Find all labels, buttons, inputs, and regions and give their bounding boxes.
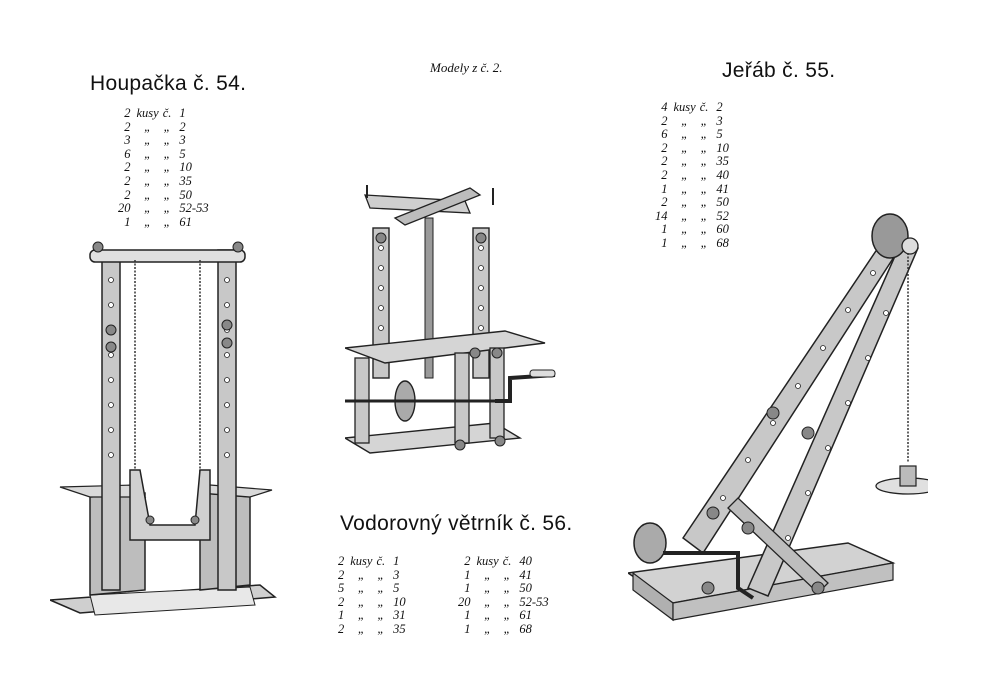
parts-unit: „ xyxy=(484,567,492,582)
parts-qty: 2 xyxy=(124,106,131,120)
parts-no: 61 xyxy=(519,608,532,623)
parts-row xyxy=(338,582,410,596)
parts-row xyxy=(338,623,410,637)
parts-unit: „ xyxy=(681,181,689,196)
parts-mark: „ xyxy=(163,160,171,175)
parts-row xyxy=(118,134,213,148)
parts-qty: 20 xyxy=(118,201,131,216)
parts-row xyxy=(118,189,213,203)
parts-mark: „ xyxy=(503,594,511,609)
swing-model-illustration xyxy=(50,235,285,620)
parts-qty: 2 xyxy=(661,195,668,210)
parts-no: 60 xyxy=(716,222,729,237)
parts-unit: „ xyxy=(144,214,152,229)
parts-mark: „ xyxy=(377,594,385,609)
parts-qty: 1 xyxy=(464,621,471,636)
parts-mark: „ xyxy=(503,581,511,596)
parts-qty: 6 xyxy=(124,146,131,161)
parts-mark: „ xyxy=(163,201,171,216)
parts-no: 1 xyxy=(179,106,186,120)
parts-no: 1 xyxy=(393,554,400,568)
parts-mark: „ xyxy=(377,608,385,623)
page-header: Modely z č. 2. xyxy=(430,60,503,75)
parts-row xyxy=(458,569,553,583)
parts-unit: kusy xyxy=(136,106,159,120)
parts-mark: „ xyxy=(163,187,171,202)
parts-row xyxy=(118,216,213,230)
parts-mark: „ xyxy=(700,235,708,250)
parts-mark: „ xyxy=(503,567,511,582)
parts-no: 10 xyxy=(393,594,406,609)
parts-no: 35 xyxy=(716,154,729,169)
parts-no: 50 xyxy=(519,581,532,596)
parts-row xyxy=(118,202,213,216)
parts-unit: „ xyxy=(681,127,689,142)
parts-qty: 20 xyxy=(458,594,471,609)
parts-unit: „ xyxy=(681,195,689,210)
parts-row xyxy=(338,569,410,583)
parts-qty: 1 xyxy=(464,581,471,596)
parts-unit: kusy xyxy=(673,100,696,114)
parts-qty: 2 xyxy=(338,621,345,636)
windmill-model-illustration xyxy=(345,183,560,468)
parts-row xyxy=(655,155,733,169)
parts-mark: „ xyxy=(503,608,511,623)
title-jerab: Jeřáb č. 55. xyxy=(722,59,836,82)
parts-mark: č. xyxy=(162,106,172,120)
parts-qty: 2 xyxy=(124,119,131,134)
parts-mark: „ xyxy=(377,621,385,636)
parts-no: 50 xyxy=(179,187,192,202)
parts-unit: „ xyxy=(357,621,365,636)
parts-no: 41 xyxy=(716,181,729,196)
parts-no: 35 xyxy=(393,621,406,636)
parts-mark: „ xyxy=(163,214,171,229)
parts-row xyxy=(118,107,213,121)
title-vetrnik: Vodorovný větrník č. 56. xyxy=(340,512,573,535)
parts-no: 52-53 xyxy=(179,201,209,216)
parts-no: 52 xyxy=(716,208,729,223)
parts-qty: 2 xyxy=(661,167,668,182)
parts-no: 31 xyxy=(393,608,406,623)
parts-mark: „ xyxy=(700,113,708,128)
parts-unit: „ xyxy=(681,140,689,155)
parts-no: 5 xyxy=(393,581,400,596)
crane-model-illustration xyxy=(628,208,928,628)
parts-row xyxy=(338,609,410,623)
parts-mark: „ xyxy=(163,119,171,134)
parts-no: 3 xyxy=(179,133,186,148)
title-houpacka: Houpačka č. 54. xyxy=(90,72,247,95)
parts-qty: 1 xyxy=(661,235,668,250)
parts-no: 10 xyxy=(716,140,729,155)
parts-no: 5 xyxy=(179,146,186,161)
parts-no: 40 xyxy=(519,554,532,568)
parts-qty: 2 xyxy=(661,113,668,128)
parts-list-vetrnik-right xyxy=(458,555,553,637)
parts-qty: 1 xyxy=(464,567,471,582)
parts-unit: „ xyxy=(484,594,492,609)
parts-row xyxy=(338,555,410,569)
parts-row xyxy=(458,596,553,610)
parts-unit: „ xyxy=(144,173,152,188)
parts-mark: č. xyxy=(699,100,709,114)
parts-row xyxy=(118,148,213,162)
parts-qty: 3 xyxy=(124,133,131,148)
parts-no: 68 xyxy=(716,235,729,250)
parts-row xyxy=(655,169,733,183)
parts-unit: „ xyxy=(144,187,152,202)
parts-qty: 2 xyxy=(338,594,345,609)
parts-mark: „ xyxy=(700,140,708,155)
parts-row xyxy=(655,101,733,115)
parts-unit: „ xyxy=(357,567,365,582)
parts-no: 41 xyxy=(519,567,532,582)
parts-unit: kusy xyxy=(350,554,373,568)
parts-qty: 1 xyxy=(661,222,668,237)
parts-unit: „ xyxy=(144,119,152,134)
parts-unit: „ xyxy=(484,608,492,623)
parts-row xyxy=(118,175,213,189)
parts-mark: „ xyxy=(377,567,385,582)
parts-qty: 1 xyxy=(338,608,345,623)
parts-unit: „ xyxy=(357,594,365,609)
parts-no: 50 xyxy=(716,195,729,210)
parts-row xyxy=(655,142,733,156)
parts-qty: 1 xyxy=(661,181,668,196)
parts-qty: 2 xyxy=(338,567,345,582)
parts-unit: „ xyxy=(357,608,365,623)
parts-qty: 2 xyxy=(124,187,131,202)
parts-unit: „ xyxy=(484,581,492,596)
parts-qty: 2 xyxy=(338,554,345,568)
parts-mark: „ xyxy=(700,208,708,223)
parts-list-houpacka xyxy=(118,107,213,229)
parts-row xyxy=(655,115,733,129)
parts-qty: 2 xyxy=(661,140,668,155)
parts-row xyxy=(458,582,553,596)
parts-row xyxy=(118,161,213,175)
parts-mark: „ xyxy=(163,173,171,188)
parts-mark: „ xyxy=(700,167,708,182)
parts-unit: „ xyxy=(681,113,689,128)
parts-qty: 2 xyxy=(661,154,668,169)
parts-unit: „ xyxy=(681,222,689,237)
parts-qty: 2 xyxy=(464,554,471,568)
parts-qty: 2 xyxy=(124,173,131,188)
parts-no: 10 xyxy=(179,160,192,175)
parts-mark: č. xyxy=(502,554,512,568)
parts-mark: „ xyxy=(163,133,171,148)
parts-no: 2 xyxy=(716,100,723,114)
parts-mark: „ xyxy=(700,127,708,142)
parts-unit: „ xyxy=(144,160,152,175)
parts-mark: „ xyxy=(700,222,708,237)
parts-no: 68 xyxy=(519,621,532,636)
parts-row xyxy=(655,128,733,142)
parts-no: 52-53 xyxy=(519,594,549,609)
parts-mark: „ xyxy=(503,621,511,636)
parts-qty: 4 xyxy=(661,100,668,114)
parts-qty: 14 xyxy=(655,208,668,223)
parts-no: 61 xyxy=(179,214,192,229)
parts-unit: „ xyxy=(144,133,152,148)
parts-mark: „ xyxy=(700,154,708,169)
parts-mark: „ xyxy=(163,146,171,161)
parts-no: 40 xyxy=(716,167,729,182)
parts-no: 3 xyxy=(716,113,723,128)
parts-unit: „ xyxy=(484,621,492,636)
parts-row xyxy=(458,555,553,569)
parts-no: 2 xyxy=(179,119,186,134)
parts-row xyxy=(458,623,553,637)
parts-mark: „ xyxy=(377,581,385,596)
parts-qty: 6 xyxy=(661,127,668,142)
parts-mark: „ xyxy=(700,195,708,210)
parts-unit: „ xyxy=(144,201,152,216)
parts-mark: „ xyxy=(700,181,708,196)
parts-unit: „ xyxy=(681,208,689,223)
parts-row xyxy=(338,596,410,610)
parts-qty: 5 xyxy=(338,581,345,596)
parts-unit: kusy xyxy=(476,554,499,568)
parts-unit: „ xyxy=(357,581,365,596)
parts-list-vetrnik-left xyxy=(338,555,410,637)
parts-qty: 2 xyxy=(124,160,131,175)
parts-qty: 1 xyxy=(464,608,471,623)
parts-row xyxy=(655,183,733,197)
parts-no: 35 xyxy=(179,173,192,188)
parts-unit: „ xyxy=(681,235,689,250)
parts-no: 5 xyxy=(716,127,723,142)
parts-unit: „ xyxy=(681,167,689,182)
parts-unit: „ xyxy=(681,154,689,169)
parts-row xyxy=(458,609,553,623)
parts-unit: „ xyxy=(144,146,152,161)
parts-mark: č. xyxy=(376,554,386,568)
parts-row xyxy=(118,121,213,135)
parts-no: 3 xyxy=(393,567,400,582)
parts-qty: 1 xyxy=(124,214,131,229)
